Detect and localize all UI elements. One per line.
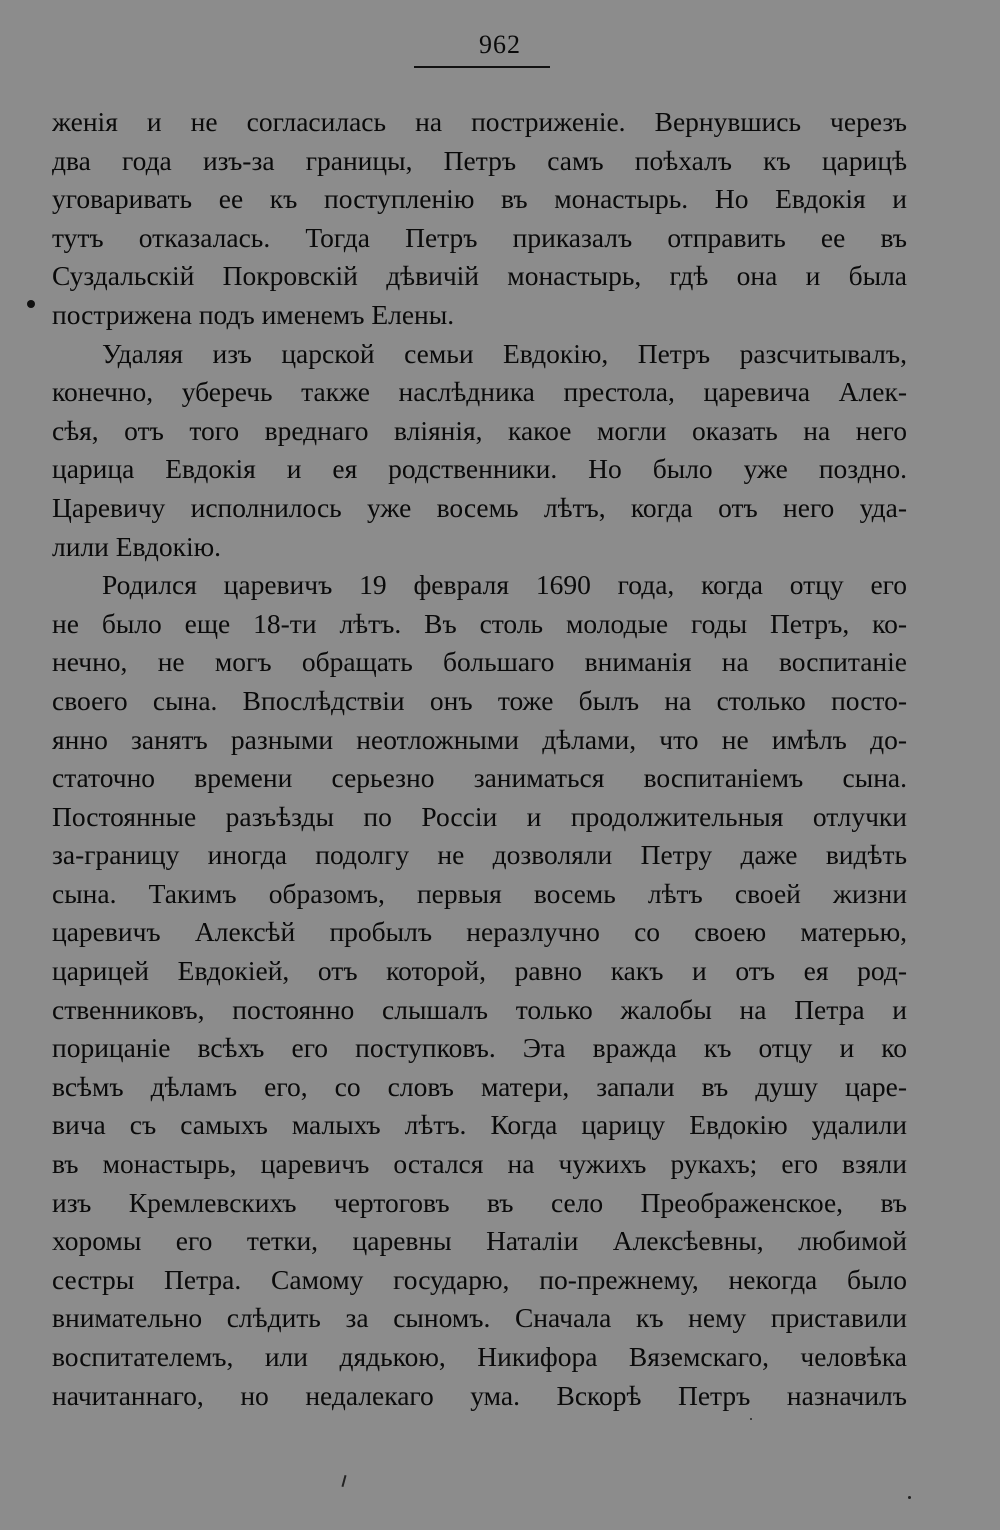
text-line: нечно, не могъ обращать большаго вниманія на воспитаніе xyxy=(52,646,907,678)
text-line: Царевичу исполнилось уже восемь лѣтъ, когда отъ него уда- xyxy=(52,491,907,523)
text-line: не было еще 18-ти лѣтъ. Въ столь молодые годы Петръ, ко- xyxy=(52,607,907,639)
text-line: своего сына. Впослѣдствіи онъ тоже былъ на столько посто- xyxy=(52,684,907,716)
text-line: сѣя, отъ того вреднаго вліянія, какое могли оказать на него xyxy=(52,414,907,446)
text-line: ственниковъ, постоянно слышалъ только жалобы на Петра и xyxy=(52,993,907,1025)
text-line: хоромы его тетки, царевны Наталіи Алексѣевны, любимой xyxy=(52,1225,907,1257)
text-line: Постоянные разъѣзды по Россіи и продолжительныя отлучки xyxy=(52,800,907,832)
text-line: тутъ отказалась. Тогда Петръ приказалъ отправить ее въ xyxy=(52,221,907,253)
scan-speck xyxy=(908,1496,911,1499)
text-line: порицаніе всѣхъ его поступковъ. Эта вражда къ отцу и ко xyxy=(52,1032,907,1064)
page-number-rule xyxy=(414,66,550,68)
scan-speck xyxy=(341,1475,346,1487)
text-line: изъ Кремлевскихъ чертоговъ въ село Преображенское, въ xyxy=(52,1186,907,1218)
text-line: царицей Евдокіей, отъ которой, равно какъ и отъ ея род- xyxy=(52,955,907,987)
text-line: царица Евдокія и ея родственники. Но было уже поздно. xyxy=(52,453,907,485)
text-line: два года изъ-за границы, Петръ самъ поѣхалъ къ царицѣ xyxy=(52,144,907,176)
text-line: статочно времени серьезно заниматься воспитаніемъ сына. xyxy=(52,762,907,794)
text-line: царевичъ Алексѣй пробылъ неразлучно со своею матерью, xyxy=(52,916,907,948)
text-line: лили Евдокію. xyxy=(52,530,222,562)
text-line: начитаннаго, но недалекаго ума. Вскорѣ Петръ назначилъ xyxy=(52,1379,907,1411)
scan-speck xyxy=(750,1418,752,1420)
margin-mark xyxy=(27,300,35,308)
text-line: вича съ самыхъ малыхъ лѣтъ. Когда царицу Евдокію удалили xyxy=(52,1109,907,1141)
body-text xyxy=(52,103,907,1415)
text-line: уговаривать ее къ поступленію въ монастырь. Но Евдокія и xyxy=(52,183,907,215)
text-line: янно занятъ разными неотложными дѣлами, что не имѣлъ до- xyxy=(52,723,907,755)
text-line: внимательно слѣдить за сыномъ. Сначала къ нему приставили xyxy=(52,1302,907,1334)
text-line: сестры Петра. Самому государю, по-прежнему, некогда было xyxy=(52,1263,907,1295)
text-line: Родился царевичъ 19 февраля 1690 года, когда отцу его xyxy=(102,569,907,601)
text-line: воспитателемъ, или дядькою, Никифора Вяземскаго, человѣка xyxy=(52,1341,907,1372)
page-number: 962 xyxy=(479,30,521,59)
text-line: сына. Такимъ образомъ, первыя восемь лѣтъ своей жизни xyxy=(52,877,907,909)
text-line: Удаляя изъ царской семьи Евдокію, Петръ разсчитывалъ, xyxy=(102,337,907,369)
text-line: женія и не согласилась на постриженіе. Вернувшись черезъ xyxy=(52,106,907,137)
text-line: въ монастырь, царевичъ остался на чужихъ рукахъ; его взяли xyxy=(52,1148,907,1180)
text-line: за-границу иногда подолгу не дозволяли Петру даже видѣть xyxy=(52,839,907,871)
text-line: пострижена подъ именемъ Елены. xyxy=(52,298,455,330)
text-line: всѣмъ дѣламъ его, со словъ матери, запали въ душу царе- xyxy=(52,1070,907,1102)
text-line: конечно, уберечь также наслѣдника престола, царевича Алек- xyxy=(52,376,907,408)
text-line: Суздальскій Покровскій дѣвичій монастырь, гдѣ она и была xyxy=(52,260,907,292)
